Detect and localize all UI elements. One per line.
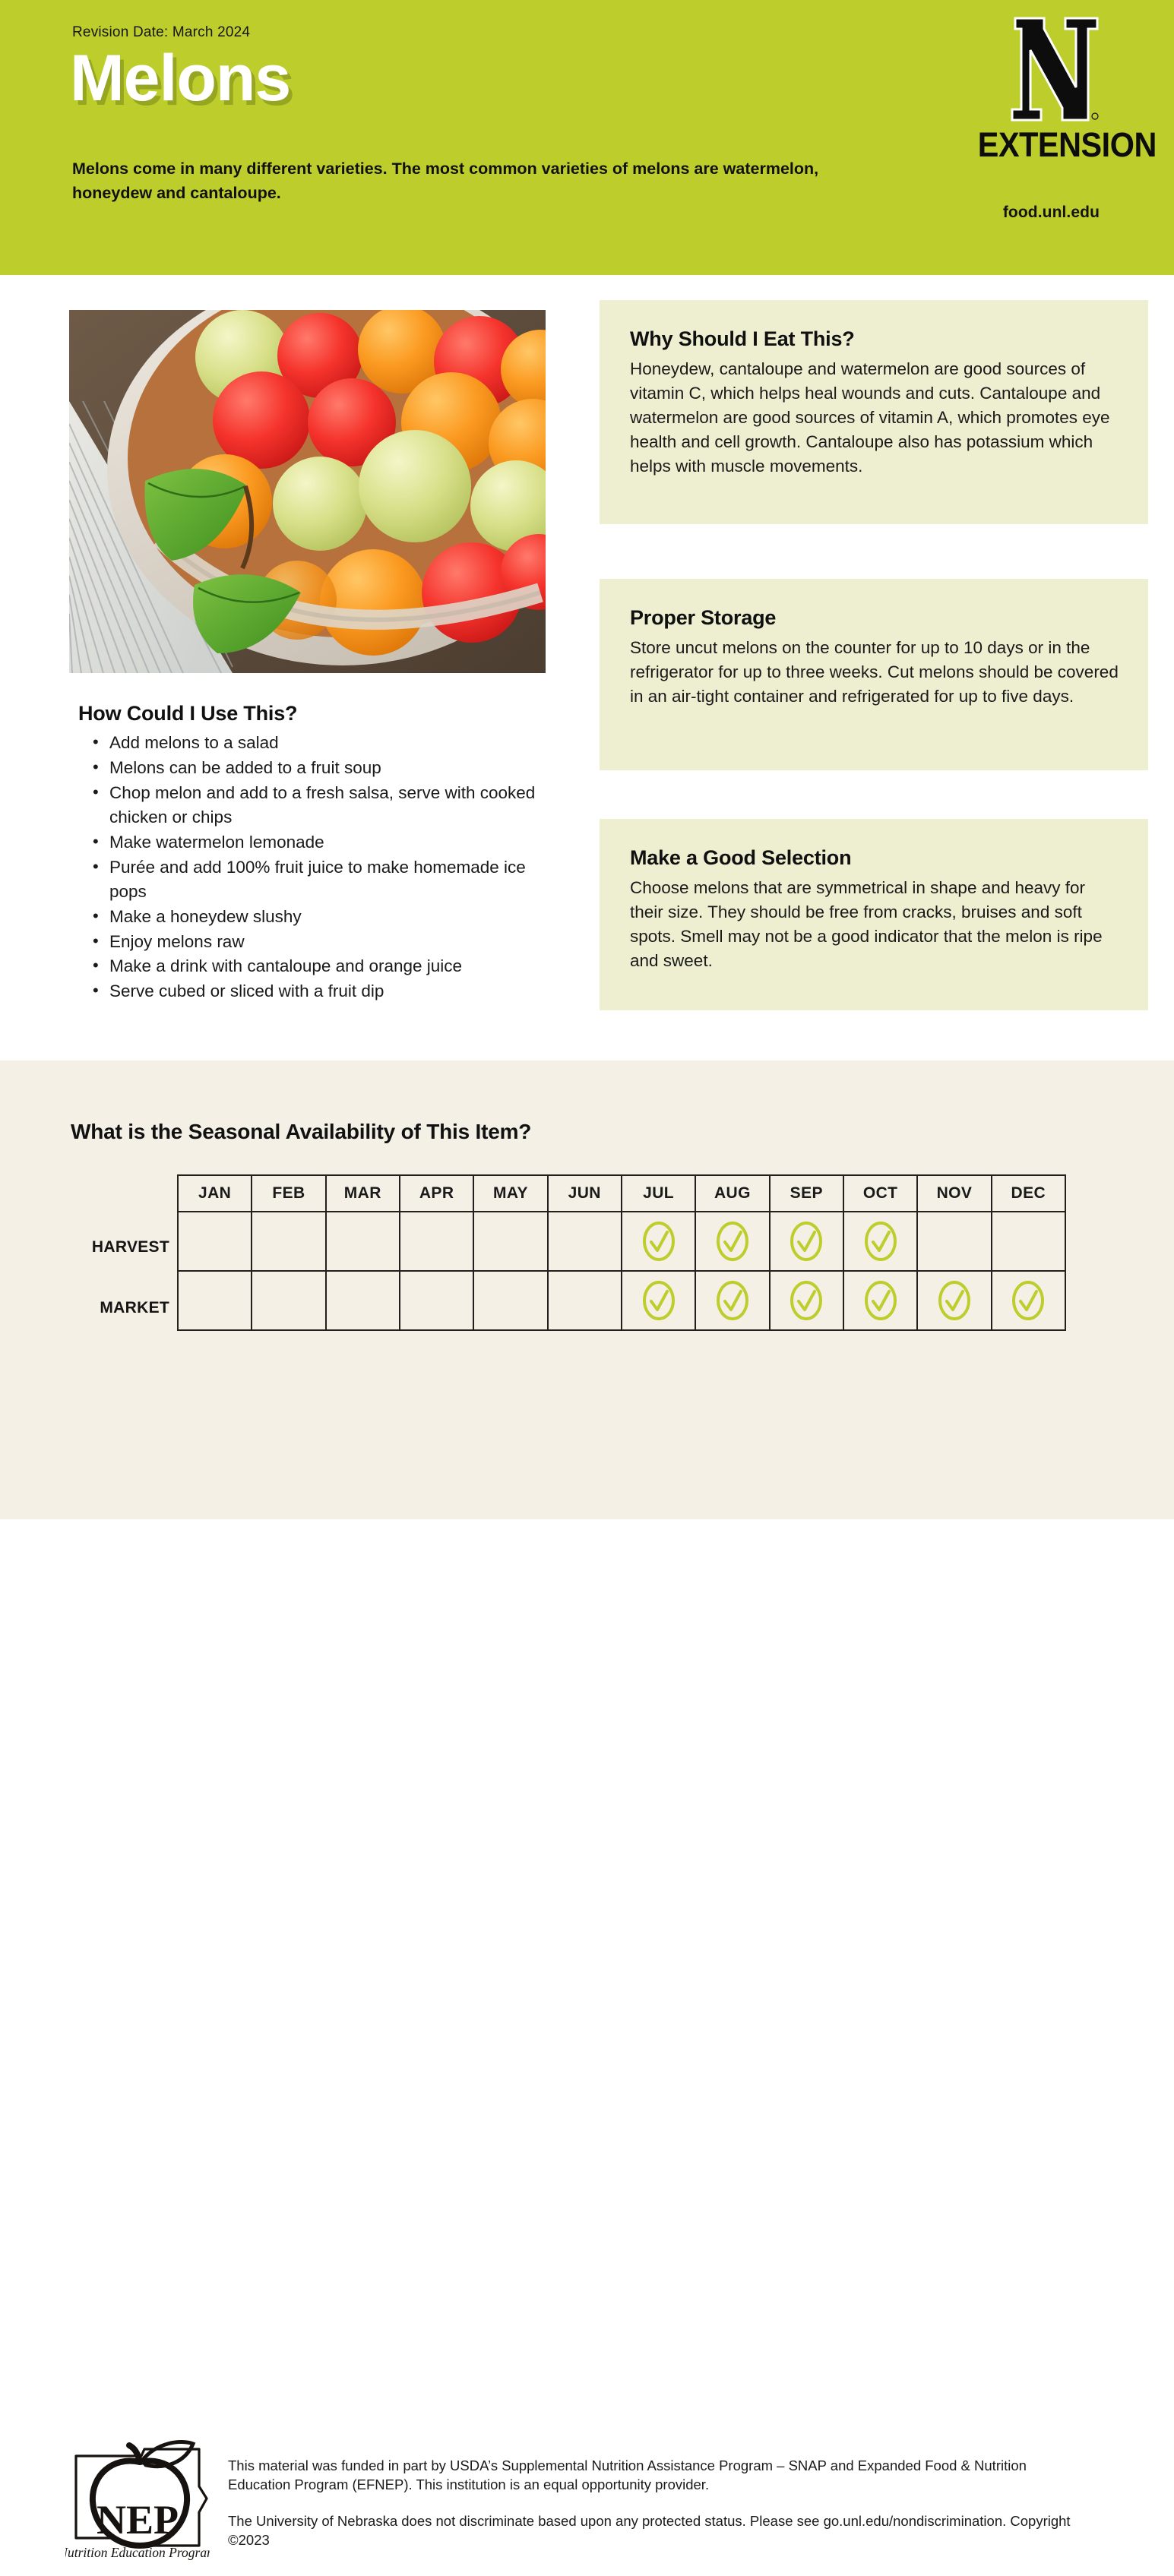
cell-market-may: [473, 1271, 547, 1330]
cell-market-jul: [622, 1271, 695, 1330]
cell-harvest-jan: [178, 1212, 252, 1271]
info-box-body: Store uncut melons on the counter for up to 10 days or in the refrigerator for up to three weeks. Cut melons should be covered in an air-tight container and refrigerated for up to five days.: [630, 638, 1119, 706]
cell-harvest-may: [473, 1212, 547, 1271]
check-icon: [937, 1279, 972, 1322]
cell-market-sep: [770, 1271, 843, 1330]
nep-abbr-text: NEP: [97, 2497, 179, 2543]
use-section-list: [93, 731, 564, 1004]
revision-date: Revision Date: March 2024: [72, 24, 251, 40]
list-item: • Chop melon and add to a fresh salsa, serve with cooked chicken or chips: [93, 781, 564, 830]
table-row: [178, 1212, 1065, 1271]
melon-bowl-illustration: [69, 310, 546, 673]
nebraska-extension-logo: [971, 15, 1157, 164]
nep-logo-icon: [65, 2439, 210, 2572]
cell-market-feb: [252, 1271, 325, 1330]
row-label-market: MARKET: [100, 1299, 169, 1316]
extension-wordmark: EXTENSION: [977, 125, 1157, 164]
check-icon: [715, 1220, 750, 1263]
footer-paragraph-nondiscrimination: The University of Nebraska does not discriminate based upon any protected status. Please see go.unl.edu/nondiscrimination. Copyright ©2023: [228, 2513, 1071, 2548]
availability-table: [177, 1174, 1066, 1331]
cell-harvest-apr: [400, 1212, 473, 1271]
cell-market-jan: [178, 1271, 252, 1330]
info-box-good-selection: [600, 819, 1148, 1010]
nebraska-n-icon: [1009, 15, 1100, 123]
seasonal-heading: What is the Seasonal Availability of This Item?: [71, 1120, 532, 1143]
check-icon: [1011, 1279, 1046, 1322]
seasonal-availability-section: [0, 1060, 1174, 2560]
check-icon: [715, 1279, 750, 1322]
check-icon: [641, 1220, 676, 1263]
list-item: • Melons can be added to a fruit soup: [93, 756, 564, 780]
cell-harvest-jul: [622, 1212, 695, 1271]
cell-market-nov: [917, 1271, 991, 1330]
month-header-nov: NOV: [917, 1175, 991, 1212]
page-subtitle: Melons come in many different varieties. The most common varieties of melons are watermelon, honeydew and cantaloupe.: [72, 160, 819, 202]
cell-market-apr: [400, 1271, 473, 1330]
info-box-body: Honeydew, cantaloupe and watermelon are good sources of vitamin C, which helps heal wounds and cuts. Cantaloupe and watermelon are good sources of vitamin A, which promotes eye health and cell growth. Cantaloupe also has potassium which helps with muscle movements.: [630, 359, 1110, 476]
nep-name-text: Nutrition Education Program: [65, 2545, 210, 2560]
cell-market-jun: [548, 1271, 622, 1330]
month-header-oct: OCT: [843, 1175, 917, 1212]
site-url[interactable]: food.unl.edu: [1002, 204, 1100, 221]
month-header-jan: JAN: [178, 1175, 252, 1212]
cell-market-oct: [843, 1271, 917, 1330]
month-header-jun: JUN: [548, 1175, 622, 1212]
info-box-proper-storage: [600, 579, 1148, 770]
month-header-may: MAY: [473, 1175, 547, 1212]
check-icon: [641, 1279, 676, 1322]
check-icon: [789, 1279, 824, 1322]
cell-harvest-mar: [326, 1212, 400, 1271]
cell-harvest-jun: [548, 1212, 622, 1271]
month-header-feb: FEB: [252, 1175, 325, 1212]
page-header: [0, 0, 1174, 275]
cell-harvest-sep: [770, 1212, 843, 1271]
melon-photo: [69, 310, 546, 673]
list-item: • Serve cubed or sliced with a fruit dip: [93, 979, 564, 1004]
check-icon: [863, 1279, 898, 1322]
month-header-sep: SEP: [770, 1175, 843, 1212]
list-item: • Enjoy melons raw: [93, 930, 564, 954]
list-item: • Purée and add 100% fruit juice to make homemade ice pops: [93, 855, 564, 904]
table-header-row: [178, 1175, 1065, 1212]
table-row: [178, 1271, 1065, 1330]
month-header-apr: APR: [400, 1175, 473, 1212]
info-box-body: Choose melons that are symmetrical in shape and heavy for their size. They should be free from cracks, bruises and soft spots. Smell may not be a good indicator that the melon is ripe and sweet.: [630, 878, 1103, 970]
list-item: • Make a drink with cantaloupe and orange juice: [93, 954, 564, 978]
main-content: [0, 275, 1174, 1060]
page-title: Melons: [70, 42, 291, 115]
info-box-heading: Proper Storage: [630, 606, 777, 629]
cell-market-aug: [695, 1271, 769, 1330]
cell-market-dec: [992, 1271, 1065, 1330]
footer-text: [228, 2457, 1071, 2549]
info-box-heading: Why Should I Eat This?: [630, 327, 855, 350]
cell-harvest-dec: [992, 1212, 1065, 1271]
list-item: • Make watermelon lemonade: [93, 830, 564, 855]
row-label-harvest: HARVEST: [91, 1238, 169, 1256]
check-icon: [863, 1220, 898, 1263]
footer-paragraph-funding: This material was funded in part by USDA’s Supplemental Nutrition Assistance Program – SNAP and Expanded Food & Nutrition Education Program (EFNEP). This institution is an equal opportunity provider.: [228, 2457, 1027, 2492]
check-icon: [789, 1220, 824, 1263]
cell-market-mar: [326, 1271, 400, 1330]
info-box-why-eat: [600, 300, 1148, 524]
cell-harvest-nov: [917, 1212, 991, 1271]
month-header-dec: DEC: [992, 1175, 1065, 1212]
seasonal-calendar: [71, 1174, 1066, 1331]
month-header-jul: JUL: [622, 1175, 695, 1212]
info-box-heading: Make a Good Selection: [630, 846, 852, 869]
list-item: • Add melons to a salad: [93, 731, 564, 755]
month-header-mar: MAR: [326, 1175, 400, 1212]
nep-logo: [65, 2439, 210, 2572]
cell-harvest-feb: [252, 1212, 325, 1271]
use-section-heading: How Could I Use This?: [78, 702, 298, 725]
list-item: • Make a honeydew slushy: [93, 905, 564, 929]
month-header-aug: AUG: [695, 1175, 769, 1212]
cell-harvest-aug: [695, 1212, 769, 1271]
cell-harvest-oct: [843, 1212, 917, 1271]
